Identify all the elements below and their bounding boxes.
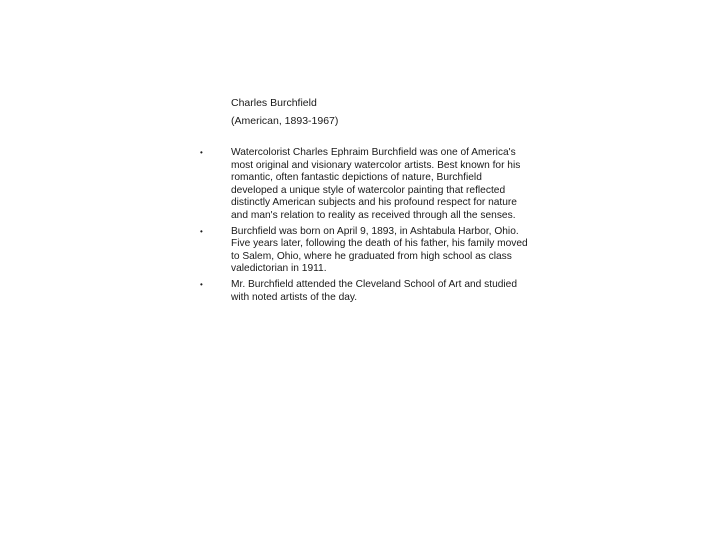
- list-item: [200, 279, 530, 304]
- artist-dates: (American, 1893-1967): [231, 115, 339, 127]
- slide-heading: [231, 94, 338, 130]
- list-item: [200, 147, 530, 223]
- bullet-text: Watercolorist Charles Ephraim Burchfield was one of America's most original and visionary watercolor artists. Best known for his romantic, often fantastic depictions of nature, Burchfield developed a unique style of watercolor painting that reflected distinctly American subjects and his profound respect for nature and man's relation to reality as received through all the senses.: [231, 147, 521, 221]
- bullet-icon: •: [200, 279, 203, 289]
- bullet-icon: •: [200, 148, 203, 157]
- bullet-text: Mr. Burchfield attended the Cleveland School of Art and studied with noted artists of the day.: [231, 278, 517, 303]
- bullet-text: Burchfield was born on April 9, 1893, in Ashtabula Harbor, Ohio. Five years later, following the death of his father, his family moved to Salem, Ohio, where he graduated from high school as class valedictorian in 1911.: [231, 225, 528, 275]
- artist-name: Charles Burchfield: [231, 97, 317, 109]
- bullet-list: [200, 147, 530, 307]
- bullet-icon: •: [200, 226, 203, 236]
- list-item: [200, 226, 530, 276]
